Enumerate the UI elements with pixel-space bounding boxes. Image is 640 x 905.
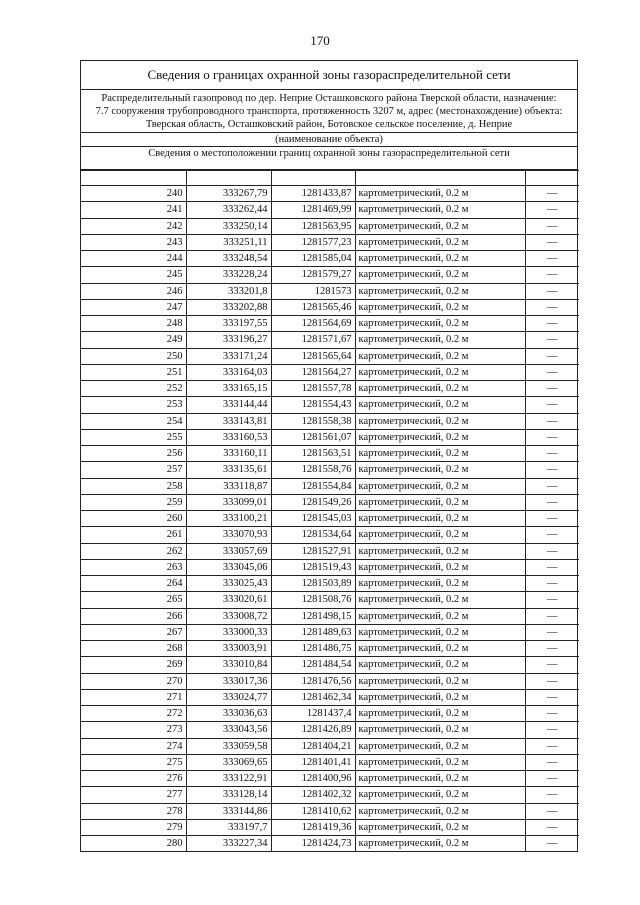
method-cell: картометрический, 0.2 м xyxy=(355,348,525,364)
note-cell: — xyxy=(525,413,579,429)
y-coordinate-cell: 1281484,54 xyxy=(271,657,355,673)
note-cell: — xyxy=(525,381,579,397)
method-cell: картометрический, 0.2 м xyxy=(355,381,525,397)
y-coordinate-cell: 1281564,27 xyxy=(271,364,355,380)
y-coordinate-cell: 1281549,26 xyxy=(271,494,355,510)
x-coordinate-cell: 333160,53 xyxy=(186,429,271,445)
note-cell: — xyxy=(525,348,579,364)
x-coordinate-cell: 333251,11 xyxy=(186,234,271,250)
x-coordinate-cell: 333228,24 xyxy=(186,267,271,283)
table-row xyxy=(81,186,579,202)
table-row xyxy=(81,608,579,624)
point-number-cell: 248 xyxy=(81,316,186,332)
y-coordinate-cell: 1281534,64 xyxy=(271,527,355,543)
note-cell: — xyxy=(525,754,579,770)
note-cell: — xyxy=(525,283,579,299)
y-coordinate-cell: 1281558,38 xyxy=(271,413,355,429)
table-row xyxy=(81,543,579,559)
table-row xyxy=(81,559,579,575)
method-cell: картометрический, 0.2 м xyxy=(355,462,525,478)
note-cell: — xyxy=(525,771,579,787)
note-cell: — xyxy=(525,624,579,640)
method-cell: картометрический, 0.2 м xyxy=(355,738,525,754)
table-row xyxy=(81,283,579,299)
note-cell: — xyxy=(525,592,579,608)
table-row xyxy=(81,511,579,527)
method-cell: картометрический, 0.2 м xyxy=(355,624,525,640)
coordinates-table xyxy=(81,170,579,851)
method-cell: картометрический, 0.2 м xyxy=(355,608,525,624)
x-coordinate-cell: 333202,88 xyxy=(186,299,271,315)
table-row xyxy=(81,803,579,819)
method-cell: картометрический, 0.2 м xyxy=(355,413,525,429)
method-cell: картометрический, 0.2 м xyxy=(355,397,525,413)
table-row xyxy=(81,592,579,608)
x-coordinate-cell: 333020,61 xyxy=(186,592,271,608)
x-coordinate-cell: 333250,14 xyxy=(186,218,271,234)
note-cell: — xyxy=(525,494,579,510)
x-coordinate-cell: 333248,54 xyxy=(186,251,271,267)
x-coordinate-cell: 333165,15 xyxy=(186,381,271,397)
description-line: Распределительный газопровод по дер. Неприе Осташковского района Тверской области, назначение: xyxy=(101,93,557,104)
x-coordinate-cell: 333267,79 xyxy=(186,186,271,202)
method-cell: картометрический, 0.2 м xyxy=(355,186,525,202)
y-coordinate-cell: 1281489,63 xyxy=(271,624,355,640)
point-number-cell: 249 xyxy=(81,332,186,348)
table-row xyxy=(81,641,579,657)
method-cell: картометрический, 0.2 м xyxy=(355,592,525,608)
point-number-cell: 269 xyxy=(81,657,186,673)
point-number-cell: 267 xyxy=(81,624,186,640)
table-row xyxy=(81,234,579,250)
note-cell: — xyxy=(525,446,579,462)
y-coordinate-cell: 1281402,32 xyxy=(271,787,355,803)
point-number-cell: 242 xyxy=(81,218,186,234)
object-name-caption: (наименование объекта) xyxy=(81,133,577,147)
point-number-cell: 254 xyxy=(81,413,186,429)
x-coordinate-cell: 333164,03 xyxy=(186,364,271,380)
y-coordinate-cell: 1281498,15 xyxy=(271,608,355,624)
table-row xyxy=(81,364,579,380)
x-coordinate-cell: 333227,34 xyxy=(186,836,271,852)
note-cell: — xyxy=(525,787,579,803)
method-cell: картометрический, 0.2 м xyxy=(355,543,525,559)
y-coordinate-cell: 1281585,04 xyxy=(271,251,355,267)
x-coordinate-cell: 333171,24 xyxy=(186,348,271,364)
table-row xyxy=(81,836,579,852)
method-cell: картометрический, 0.2 м xyxy=(355,267,525,283)
point-number-cell: 276 xyxy=(81,771,186,787)
x-coordinate-cell: 333008,72 xyxy=(186,608,271,624)
description-line: Тверская область, Осташковский район, Ботовское сельское поселение, д. Неприе xyxy=(145,119,513,130)
x-coordinate-cell: 333043,56 xyxy=(186,722,271,738)
point-number-cell: 253 xyxy=(81,397,186,413)
table-row xyxy=(81,446,579,462)
x-coordinate-cell: 333057,69 xyxy=(186,543,271,559)
x-coordinate-cell: 333197,7 xyxy=(186,819,271,835)
point-number-cell: 272 xyxy=(81,706,186,722)
note-cell: — xyxy=(525,543,579,559)
table-row xyxy=(81,527,579,543)
y-coordinate-cell: 1281424,73 xyxy=(271,836,355,852)
x-coordinate-cell: 333000,33 xyxy=(186,624,271,640)
x-coordinate-cell: 333201,8 xyxy=(186,283,271,299)
table-row xyxy=(81,787,579,803)
method-cell: картометрический, 0.2 м xyxy=(355,836,525,852)
x-coordinate-cell: 333024,77 xyxy=(186,689,271,705)
note-cell: — xyxy=(525,299,579,315)
y-coordinate-cell: 1281563,51 xyxy=(271,446,355,462)
table-row xyxy=(81,316,579,332)
y-coordinate-cell: 1281486,75 xyxy=(271,641,355,657)
table-row xyxy=(81,251,579,267)
y-coordinate-cell: 1281410,62 xyxy=(271,803,355,819)
point-number-cell: 255 xyxy=(81,429,186,445)
table-header-row xyxy=(81,171,579,186)
x-coordinate-cell: 333059,58 xyxy=(186,738,271,754)
header-cell xyxy=(271,171,355,186)
y-coordinate-cell: 1281508,76 xyxy=(271,592,355,608)
note-cell: — xyxy=(525,608,579,624)
point-number-cell: 277 xyxy=(81,787,186,803)
note-cell: — xyxy=(525,478,579,494)
table-row xyxy=(81,624,579,640)
table-row xyxy=(81,462,579,478)
x-coordinate-cell: 333122,91 xyxy=(186,771,271,787)
method-cell: картометрический, 0.2 м xyxy=(355,771,525,787)
method-cell: картометрический, 0.2 м xyxy=(355,478,525,494)
x-coordinate-cell: 333036,63 xyxy=(186,706,271,722)
note-cell: — xyxy=(525,251,579,267)
point-number-cell: 264 xyxy=(81,576,186,592)
y-coordinate-cell: 1281404,21 xyxy=(271,738,355,754)
method-cell: картометрический, 0.2 м xyxy=(355,429,525,445)
method-cell: картометрический, 0.2 м xyxy=(355,754,525,770)
method-cell: картометрический, 0.2 м xyxy=(355,527,525,543)
table-row xyxy=(81,332,579,348)
header-cell xyxy=(81,171,186,186)
point-number-cell: 245 xyxy=(81,267,186,283)
point-number-cell: 246 xyxy=(81,283,186,299)
note-cell: — xyxy=(525,332,579,348)
header-cell xyxy=(525,171,579,186)
x-coordinate-cell: 333070,93 xyxy=(186,527,271,543)
note-cell: — xyxy=(525,316,579,332)
method-cell: картометрический, 0.2 м xyxy=(355,218,525,234)
note-cell: — xyxy=(525,576,579,592)
point-number-cell: 263 xyxy=(81,559,186,575)
y-coordinate-cell: 1281561,07 xyxy=(271,429,355,445)
note-cell: — xyxy=(525,511,579,527)
note-cell: — xyxy=(525,186,579,202)
x-coordinate-cell: 333128,14 xyxy=(186,787,271,803)
method-cell: картометрический, 0.2 м xyxy=(355,234,525,250)
x-coordinate-cell: 333197,55 xyxy=(186,316,271,332)
note-cell: — xyxy=(525,657,579,673)
method-cell: картометрический, 0.2 м xyxy=(355,559,525,575)
point-number-cell: 251 xyxy=(81,364,186,380)
table-row xyxy=(81,657,579,673)
table-row xyxy=(81,381,579,397)
section-title: Сведения о местоположении границ охранной зоны газораспределительной сети xyxy=(81,147,577,170)
method-cell: картометрический, 0.2 м xyxy=(355,722,525,738)
note-cell: — xyxy=(525,559,579,575)
note-cell: — xyxy=(525,234,579,250)
method-cell: картометрический, 0.2 м xyxy=(355,494,525,510)
point-number-cell: 243 xyxy=(81,234,186,250)
point-number-cell: 260 xyxy=(81,511,186,527)
boundary-info-sheet xyxy=(80,60,578,852)
x-coordinate-cell: 333160,11 xyxy=(186,446,271,462)
point-number-cell: 273 xyxy=(81,722,186,738)
method-cell: картометрический, 0.2 м xyxy=(355,641,525,657)
method-cell: картометрический, 0.2 м xyxy=(355,364,525,380)
x-coordinate-cell: 333100,21 xyxy=(186,511,271,527)
object-description xyxy=(81,90,577,133)
note-cell: — xyxy=(525,706,579,722)
table-row xyxy=(81,218,579,234)
table-row xyxy=(81,738,579,754)
x-coordinate-cell: 333262,44 xyxy=(186,202,271,218)
method-cell: картометрический, 0.2 м xyxy=(355,332,525,348)
point-number-cell: 275 xyxy=(81,754,186,770)
x-coordinate-cell: 333135,61 xyxy=(186,462,271,478)
method-cell: картометрический, 0.2 м xyxy=(355,251,525,267)
header-cell xyxy=(186,171,271,186)
point-number-cell: 268 xyxy=(81,641,186,657)
point-number-cell: 262 xyxy=(81,543,186,559)
note-cell: — xyxy=(525,836,579,852)
table-row xyxy=(81,689,579,705)
point-number-cell: 271 xyxy=(81,689,186,705)
point-number-cell: 250 xyxy=(81,348,186,364)
point-number-cell: 270 xyxy=(81,673,186,689)
note-cell: — xyxy=(525,673,579,689)
y-coordinate-cell: 1281433,87 xyxy=(271,186,355,202)
document-title: Сведения о границах охранной зоны газораспределительной сети xyxy=(81,61,577,90)
header-cell xyxy=(355,171,525,186)
y-coordinate-cell: 1281519,43 xyxy=(271,559,355,575)
method-cell: картометрический, 0.2 м xyxy=(355,202,525,218)
method-cell: картометрический, 0.2 м xyxy=(355,819,525,835)
point-number-cell: 240 xyxy=(81,186,186,202)
note-cell: — xyxy=(525,429,579,445)
x-coordinate-cell: 333003,91 xyxy=(186,641,271,657)
table-row xyxy=(81,819,579,835)
note-cell: — xyxy=(525,641,579,657)
table-row xyxy=(81,397,579,413)
point-number-cell: 257 xyxy=(81,462,186,478)
y-coordinate-cell: 1281462,34 xyxy=(271,689,355,705)
note-cell: — xyxy=(525,267,579,283)
x-coordinate-cell: 333069,65 xyxy=(186,754,271,770)
table-row xyxy=(81,771,579,787)
point-number-cell: 241 xyxy=(81,202,186,218)
point-number-cell: 256 xyxy=(81,446,186,462)
y-coordinate-cell: 1281437,4 xyxy=(271,706,355,722)
method-cell: картометрический, 0.2 м xyxy=(355,673,525,689)
y-coordinate-cell: 1281565,64 xyxy=(271,348,355,364)
method-cell: картометрический, 0.2 м xyxy=(355,576,525,592)
point-number-cell: 261 xyxy=(81,527,186,543)
x-coordinate-cell: 333144,44 xyxy=(186,397,271,413)
method-cell: картометрический, 0.2 м xyxy=(355,657,525,673)
y-coordinate-cell: 1281400,96 xyxy=(271,771,355,787)
table-row xyxy=(81,576,579,592)
table-row xyxy=(81,299,579,315)
y-coordinate-cell: 1281401,41 xyxy=(271,754,355,770)
note-cell: — xyxy=(525,364,579,380)
note-cell: — xyxy=(525,722,579,738)
table-row xyxy=(81,267,579,283)
method-cell: картометрический, 0.2 м xyxy=(355,299,525,315)
note-cell: — xyxy=(525,202,579,218)
x-coordinate-cell: 333045,06 xyxy=(186,559,271,575)
table-row xyxy=(81,706,579,722)
page-number: 170 xyxy=(310,33,330,48)
method-cell: картометрический, 0.2 м xyxy=(355,803,525,819)
method-cell: картометрический, 0.2 м xyxy=(355,511,525,527)
table-row xyxy=(81,673,579,689)
y-coordinate-cell: 1281557,78 xyxy=(271,381,355,397)
note-cell: — xyxy=(525,397,579,413)
x-coordinate-cell: 333017,36 xyxy=(186,673,271,689)
note-cell: — xyxy=(525,527,579,543)
x-coordinate-cell: 333010,84 xyxy=(186,657,271,673)
y-coordinate-cell: 1281577,23 xyxy=(271,234,355,250)
y-coordinate-cell: 1281545,03 xyxy=(271,511,355,527)
point-number-cell: 280 xyxy=(81,836,186,852)
table-row xyxy=(81,478,579,494)
method-cell: картометрический, 0.2 м xyxy=(355,446,525,462)
note-cell: — xyxy=(525,738,579,754)
y-coordinate-cell: 1281564,69 xyxy=(271,316,355,332)
table-row xyxy=(81,494,579,510)
table-row xyxy=(81,202,579,218)
method-cell: картометрический, 0.2 м xyxy=(355,283,525,299)
x-coordinate-cell: 333025,43 xyxy=(186,576,271,592)
y-coordinate-cell: 1281527,91 xyxy=(271,543,355,559)
coordinates-table-body xyxy=(81,171,579,852)
y-coordinate-cell: 1281554,84 xyxy=(271,478,355,494)
x-coordinate-cell: 333144,86 xyxy=(186,803,271,819)
point-number-cell: 259 xyxy=(81,494,186,510)
y-coordinate-cell: 1281558,76 xyxy=(271,462,355,478)
method-cell: картометрический, 0.2 м xyxy=(355,316,525,332)
x-coordinate-cell: 333118,87 xyxy=(186,478,271,494)
y-coordinate-cell: 1281503,89 xyxy=(271,576,355,592)
x-coordinate-cell: 333196,27 xyxy=(186,332,271,348)
y-coordinate-cell: 1281579,27 xyxy=(271,267,355,283)
y-coordinate-cell: 1281563,95 xyxy=(271,218,355,234)
y-coordinate-cell: 1281573 xyxy=(271,283,355,299)
table-row xyxy=(81,348,579,364)
point-number-cell: 252 xyxy=(81,381,186,397)
y-coordinate-cell: 1281419,36 xyxy=(271,819,355,835)
description-line: 7.7 сооружения трубопроводного транспорта, протяженность 3207 м, адрес (местонахождение) объекта: xyxy=(95,106,563,117)
point-number-cell: 258 xyxy=(81,478,186,494)
table-row xyxy=(81,754,579,770)
table-row xyxy=(81,413,579,429)
method-cell: картометрический, 0.2 м xyxy=(355,787,525,803)
note-cell: — xyxy=(525,803,579,819)
point-number-cell: 266 xyxy=(81,608,186,624)
table-row xyxy=(81,722,579,738)
point-number-cell: 279 xyxy=(81,819,186,835)
y-coordinate-cell: 1281565,46 xyxy=(271,299,355,315)
table-row xyxy=(81,429,579,445)
x-coordinate-cell: 333099,01 xyxy=(186,494,271,510)
note-cell: — xyxy=(525,819,579,835)
point-number-cell: 265 xyxy=(81,592,186,608)
point-number-cell: 247 xyxy=(81,299,186,315)
method-cell: картометрический, 0.2 м xyxy=(355,689,525,705)
point-number-cell: 244 xyxy=(81,251,186,267)
x-coordinate-cell: 333143,81 xyxy=(186,413,271,429)
method-cell: картометрический, 0.2 м xyxy=(355,706,525,722)
y-coordinate-cell: 1281426,89 xyxy=(271,722,355,738)
note-cell: — xyxy=(525,462,579,478)
y-coordinate-cell: 1281571,67 xyxy=(271,332,355,348)
point-number-cell: 278 xyxy=(81,803,186,819)
y-coordinate-cell: 1281554,43 xyxy=(271,397,355,413)
y-coordinate-cell: 1281469,99 xyxy=(271,202,355,218)
point-number-cell: 274 xyxy=(81,738,186,754)
y-coordinate-cell: 1281476,56 xyxy=(271,673,355,689)
note-cell: — xyxy=(525,689,579,705)
note-cell: — xyxy=(525,218,579,234)
